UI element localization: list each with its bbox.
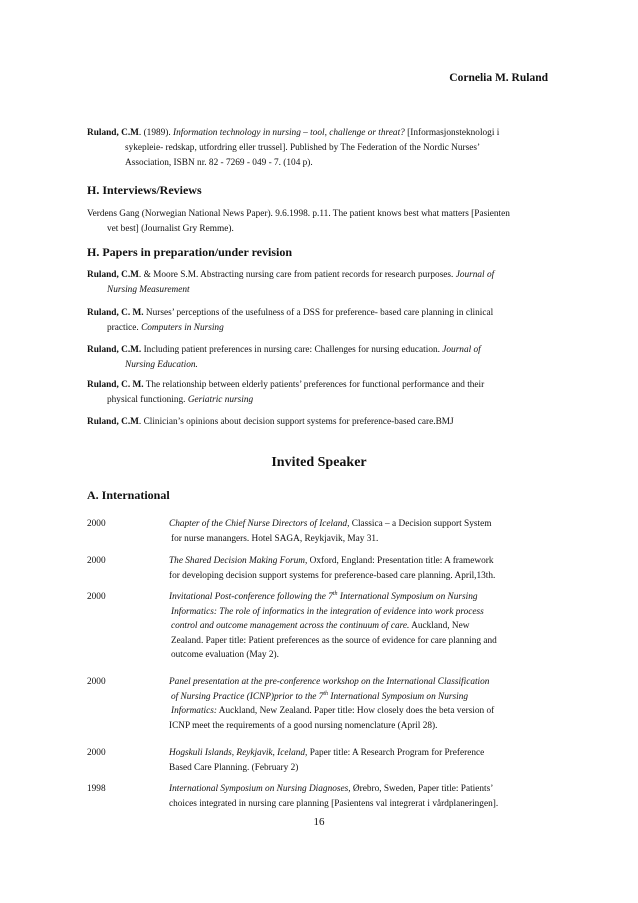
page-number: 16 (313, 816, 325, 828)
entry-author: Ruland, C.M (87, 128, 139, 138)
paper-entry (87, 306, 557, 336)
entry-text: vet best] (Journalist Gry Remme). (107, 224, 234, 234)
line (87, 128, 499, 138)
section-heading-interviews: H. Interviews/Reviews (87, 183, 202, 197)
entry-author: Ruland, C.M (87, 270, 139, 280)
event-name: Informatics: The role of informatics in the integration of evidence into work process (171, 606, 484, 617)
header-author-name: Cornelia M. Ruland (449, 72, 548, 84)
event-name: Hogskuli Islands, Reykjavik, Iceland, (169, 748, 308, 758)
entry-year: 1998 (87, 784, 106, 794)
event-name: control and outcome management across the continuum of care. (171, 621, 410, 631)
entry-text: Auckland, New (409, 621, 470, 631)
event-name: International Symposium on Nursing (328, 691, 469, 702)
entry-text: sykepleie- redskap, utfordring eller trussel]. Published by The Federation of the Nordic Nurses’ (125, 143, 481, 153)
entry-text: physical functioning. (107, 395, 188, 405)
event-name: International Symposium on Nursing Diagnoses, (169, 784, 351, 794)
event-name: International Symposium on Nursing (337, 592, 478, 602)
paper-entry (87, 415, 557, 430)
entry-text: Association, ISBN nr. 82 - 7269 - 049 - 7. (104 p). (125, 158, 313, 168)
event-name: Panel presentation at the pre-conference workshop on the International Classification (169, 677, 490, 687)
entry-text: practice. (107, 323, 142, 333)
entry-text: Oxford, England: Presentation title: A framework (307, 556, 494, 566)
entry-text: ICNP meet the requirements of a good nursing nomenclature (April 28). (169, 720, 438, 731)
event-name: of Nursing Practice (ICNP)prior to the 7 (171, 691, 324, 702)
entry-title: Information technology in nursing – tool, challenge or threat? (173, 128, 405, 138)
entry-journal: Nursing Education. (125, 360, 198, 370)
entry-text: Classica – a Decision support System (349, 519, 492, 529)
entry-year: 2000 (87, 556, 106, 566)
entry-journal: Nursing Measurement (107, 285, 190, 295)
entry-text: . Clinician’s opinions about decision support systems for preference-based care.BMJ (138, 417, 454, 427)
superscript: th (323, 690, 329, 697)
section-heading-papers: H. Papers in preparation/under revision (87, 245, 293, 259)
entry-journal: Journal of (442, 345, 481, 355)
entry-text: Auckland, New Zealand. Paper title: How closely does the beta version of (216, 706, 495, 716)
superscript: th (332, 590, 338, 597)
publication-entry (87, 126, 557, 171)
entry-text: Nurses’ perceptions of the usefulness of a DSS for preference- based care planning in clinical (143, 308, 494, 318)
entry-text: for developing decision support systems for preference-based care planning. April,13th. (169, 570, 496, 581)
paper-entry (87, 378, 557, 408)
entry-text: Paper title: A Research Program for Preference (307, 748, 485, 758)
entry-text: Zealand. Paper title: Patient preferences as the source of evidence for care planning and (171, 635, 497, 646)
entry-text: . (1989). (138, 128, 174, 138)
entry-text: Verdens Gang (Norwegian National News Paper). 9.6.1998. p.11. The patient knows best what matters [Pasienten (87, 209, 510, 219)
event-name: Chapter of the Chief Nurse Directors of Iceland, (169, 519, 350, 529)
entry-text: for nurse manangers. Hotel SAGA, Reykjavik, May 31. (171, 533, 379, 544)
entry-author: Ruland, C. M. (87, 380, 144, 390)
entry-year: 2000 (87, 748, 106, 758)
entry-text: Including patient preferences in nursing care: Challenges for nursing education. (141, 345, 443, 355)
entry-text: The relationship between elderly patients’ preferences for functional performance and their (143, 380, 485, 390)
entry-year: 2000 (87, 592, 106, 602)
event-name: The Shared Decision Making Forum, (169, 556, 308, 566)
entry-author: Ruland, C.M. (87, 345, 142, 355)
event-name: Invitational Post-conference following the 7 (169, 592, 333, 602)
entry-journal: Geriatric nursing (187, 395, 254, 405)
paper-entry (87, 343, 557, 373)
entry-year: 2000 (87, 519, 106, 529)
event-name: Informatics: (171, 706, 217, 716)
paper-entry (87, 268, 557, 298)
entry-text: choices integrated in nursing care planning [Pasientens val integrerat i vårdplaneringen]. (169, 798, 499, 809)
entry-journal: Journal of (455, 270, 495, 280)
subheading-international: A. International (87, 488, 170, 502)
entry-text: Based Care Planning. (February 2) (169, 762, 299, 773)
entry-text: . & Moore S.M. Abstracting nursing care from patient records for research purposes. (138, 270, 456, 280)
entry-text: outcome evaluation (May 2). (171, 650, 279, 660)
entry-text: [Informasjonsteknologi i (404, 128, 500, 138)
interview-entry (87, 207, 557, 237)
entry-author: Ruland, C. M. (87, 308, 144, 318)
invited-speaker-title: Invited Speaker (271, 455, 367, 470)
entry-text: Ørebro, Sweden, Paper title: Patients’ (350, 784, 494, 794)
entry-year: 2000 (87, 677, 106, 687)
entry-author: Ruland, C.M (87, 417, 139, 427)
entry-journal: Computers in Nursing (141, 323, 224, 333)
